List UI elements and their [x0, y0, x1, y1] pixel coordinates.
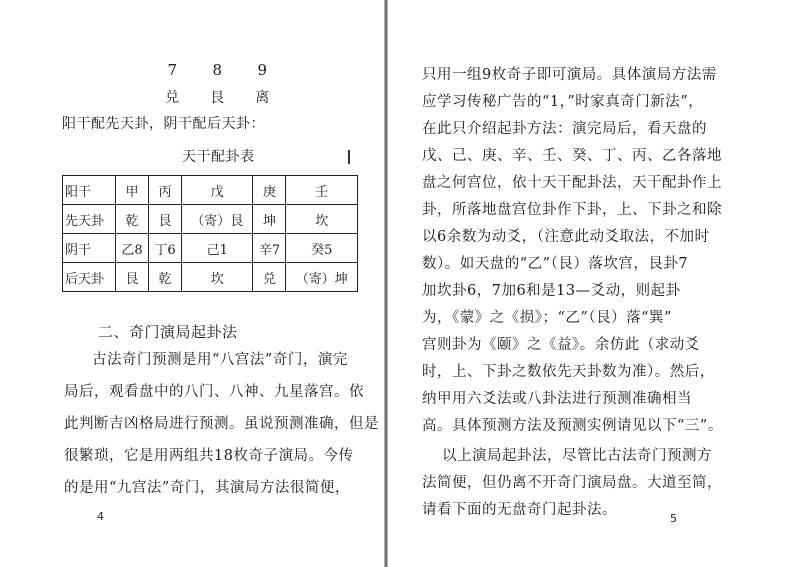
table-cell: 丁6 [148, 234, 181, 263]
text-line: 以上演局起卦法，尽管比古法奇门预测方 [442, 448, 712, 464]
paragraph-line: 局后，观看盘中的八门、八神、九星落宫。依 [64, 384, 364, 400]
table-row [63, 263, 358, 292]
table-row [63, 205, 358, 234]
table-cell: 坤 [253, 205, 286, 234]
table-cell: 丙 [148, 176, 181, 205]
table-cell: 坎 [181, 263, 253, 292]
text-line: 盘之何宫位，依十天干配卦法，天干配卦作上 [422, 175, 722, 191]
right-page [390, 0, 793, 567]
number-row [150, 60, 285, 80]
text-line: 在此只介绍起卦方法：演完局后，看天盘的 [422, 121, 707, 137]
text-line: 宫则卦为《颐》之《益》。余仿此（求动爻 [422, 337, 700, 353]
table-cell: 坎 [286, 205, 358, 234]
text-line: 以6余数为动爻，（注意此动爻取法，不加时 [422, 229, 710, 245]
row-header: 先天卦 [63, 205, 116, 234]
paragraph-line: 此判断吉凶格局进行预测。虽说预测准确，但是 [64, 416, 379, 432]
paragraph-line: 很繁琐，它是用两组共18枚奇子演局。今传 [64, 448, 354, 464]
table-cell: 艮 [148, 205, 181, 234]
table-cell: 乾 [148, 263, 181, 292]
row-header: 阴干 [63, 234, 116, 263]
table-cell: 兑 [253, 263, 286, 292]
page-number: 4 [97, 510, 104, 523]
table-row [63, 176, 358, 205]
margin-mark [348, 150, 350, 164]
table-cell: （寄）坤 [286, 263, 358, 292]
trigram-cell: 艮 [210, 90, 225, 106]
table-cell: 己1 [181, 234, 253, 263]
text-line: 数）。如天盘的“乙”（艮）落坎宫，艮卦7 [422, 256, 689, 272]
text-line: 应学习传秘广告的“1，”时家真奇门新法”， [422, 94, 704, 110]
table-cell: 乾 [116, 205, 149, 234]
text-line: 只用一组9枚奇子即可演局。具体演局方法需 [422, 67, 717, 83]
paragraph-line: 古法奇门预测是用“八宫法”奇门，演完 [92, 352, 348, 368]
table-cell: 癸5 [286, 234, 358, 263]
table-row [63, 234, 358, 263]
paragraph-line: 的是用“九宫法”奇门，其演局方法很简便， [64, 480, 350, 496]
trigram-cell: 离 [255, 90, 270, 106]
row-header: 后天卦 [63, 263, 116, 292]
trigram-cell: 兑 [165, 90, 180, 106]
table-cell: 甲 [116, 176, 149, 205]
text-line: 为，《蒙》之《损》；“乙”（艮）落“巽” [422, 310, 672, 326]
table-title: 天干配卦表 [182, 149, 255, 165]
book-gutter [384, 0, 388, 567]
text-line: 卦，所落地盘宫位卦作下卦，上、下卦之和除 [422, 202, 722, 218]
trigram-row [150, 88, 285, 108]
table-cell: 艮 [116, 263, 149, 292]
text-line: 纳甲用六爻法或八卦法进行预测准确相当 [422, 391, 692, 407]
table-cell: 庚 [253, 176, 286, 205]
text-line: 戊、己、庚、辛、壬、癸、丁、丙、乙各落地 [422, 148, 722, 164]
page-number: 5 [670, 512, 677, 525]
table-cell: 戊 [181, 176, 253, 205]
text-line: 时，上、下卦之数依先天卦数为准）。然后， [422, 364, 715, 380]
stem-trigram-table [62, 175, 358, 292]
number-cell: 9 [257, 61, 268, 79]
text-line: 加坎卦6，7加6和是13—爻动，则起卦 [422, 283, 681, 299]
intro-line: 阳干配先天卦，阴干配后天卦： [62, 116, 265, 132]
table-cell: 辛7 [253, 234, 286, 263]
text-line: 高。具体预测方法及预测实例请见以下“三”。 [422, 418, 723, 434]
number-cell: 7 [167, 61, 178, 79]
text-line: 请看下面的无盘奇门起卦法。 [422, 502, 617, 518]
section-heading: 二、奇门演局起卦法 [98, 323, 238, 341]
row-header: 阳干 [63, 176, 116, 205]
table-cell: 乙8 [116, 234, 149, 263]
number-cell: 8 [212, 61, 223, 79]
text-line: 法简便，但仍离不开奇门演局盘。大道至简， [422, 475, 722, 491]
left-page [0, 0, 386, 567]
table-cell: 壬 [286, 176, 358, 205]
table-cell: （寄）艮 [181, 205, 253, 234]
